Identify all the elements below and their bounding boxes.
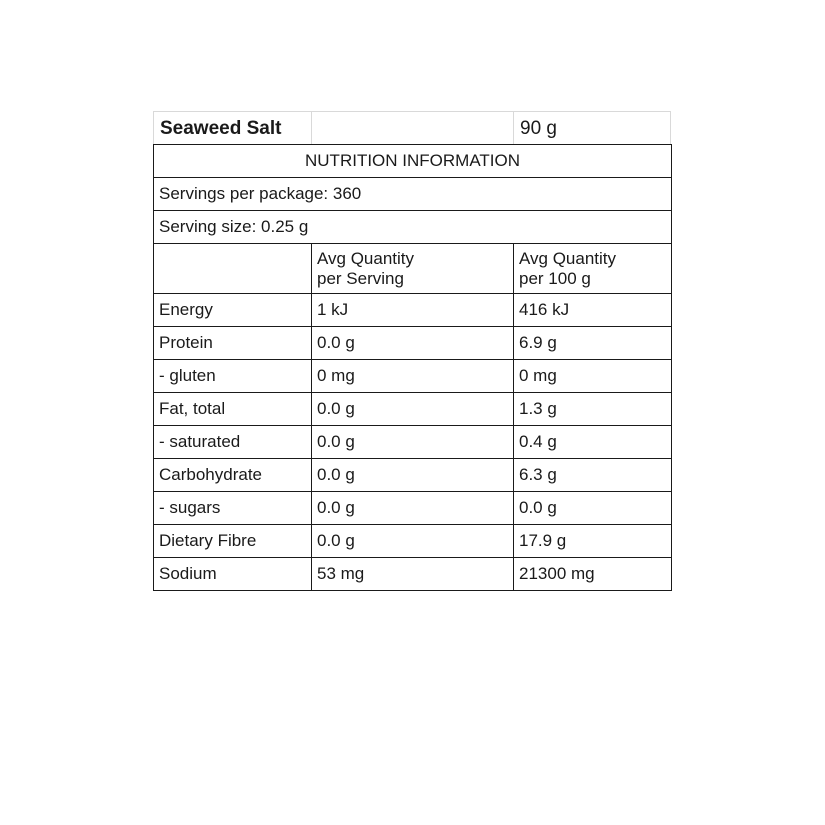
nutrient-label: Dietary Fibre xyxy=(154,525,312,558)
per-serving-value: 1 kJ xyxy=(312,294,514,327)
per-100g-value: 6.9 g xyxy=(514,327,672,360)
per-serving-value: 0.0 g xyxy=(312,393,514,426)
nutrient-label: - saturated xyxy=(154,426,312,459)
per-100g-header-line1: Avg Quantity xyxy=(519,248,617,268)
nutrition-table xyxy=(153,144,672,591)
table-row xyxy=(154,558,672,591)
table-row xyxy=(154,459,672,492)
product-weight: 90 g xyxy=(520,118,557,139)
nutrition-heading: NUTRITION INFORMATION xyxy=(154,145,672,178)
per-100g-value: 6.3 g xyxy=(514,459,672,492)
per-serving-value: 0.0 g xyxy=(312,492,514,525)
per-serving-header-line2: per Serving xyxy=(317,268,404,288)
servings-per-package: Servings per package: 360 xyxy=(154,178,672,211)
nutrient-label: Energy xyxy=(154,294,312,327)
nutrition-panel xyxy=(153,111,671,591)
per-100g-value: 0.4 g xyxy=(514,426,672,459)
nutrient-label: Carbohydrate xyxy=(154,459,312,492)
per-serving-value: 0.0 g xyxy=(312,426,514,459)
column-header-row xyxy=(154,244,672,294)
serving-size: Serving size: 0.25 g xyxy=(154,211,672,244)
product-header-row xyxy=(153,111,671,144)
per-100g-value: 1.3 g xyxy=(514,393,672,426)
per-100g-value: 0 mg xyxy=(514,360,672,393)
product-name: Seaweed Salt xyxy=(154,112,312,144)
nutrient-rows xyxy=(154,294,672,591)
per-100g-header-line2: per 100 g xyxy=(519,268,591,288)
serving-size-row xyxy=(154,211,672,244)
per-serving-value: 0.0 g xyxy=(312,525,514,558)
table-row xyxy=(154,393,672,426)
column-header-per-serving xyxy=(312,244,514,294)
per-serving-value: 53 mg xyxy=(312,558,514,591)
per-100g-value: 21300 mg xyxy=(514,558,672,591)
nutrient-label: Sodium xyxy=(154,558,312,591)
nutrient-label: - gluten xyxy=(154,360,312,393)
table-row xyxy=(154,426,672,459)
table-row xyxy=(154,492,672,525)
nutrient-label: - sugars xyxy=(154,492,312,525)
table-row xyxy=(154,327,672,360)
table-row xyxy=(154,525,672,558)
heading-row xyxy=(154,145,672,178)
per-100g-value: 0.0 g xyxy=(514,492,672,525)
column-header-per-100g xyxy=(514,244,672,294)
column-header-blank xyxy=(154,244,312,294)
product-header-blank xyxy=(312,112,514,144)
per-100g-value: 17.9 g xyxy=(514,525,672,558)
per-serving-value: 0.0 g xyxy=(312,327,514,360)
nutrient-label: Protein xyxy=(154,327,312,360)
per-serving-value: 0.0 g xyxy=(312,459,514,492)
per-100g-value: 416 kJ xyxy=(514,294,672,327)
nutrient-label: Fat, total xyxy=(154,393,312,426)
servings-row xyxy=(154,178,672,211)
table-row xyxy=(154,360,672,393)
table-row xyxy=(154,294,672,327)
per-serving-header-line1: Avg Quantity xyxy=(317,248,415,268)
per-serving-value: 0 mg xyxy=(312,360,514,393)
